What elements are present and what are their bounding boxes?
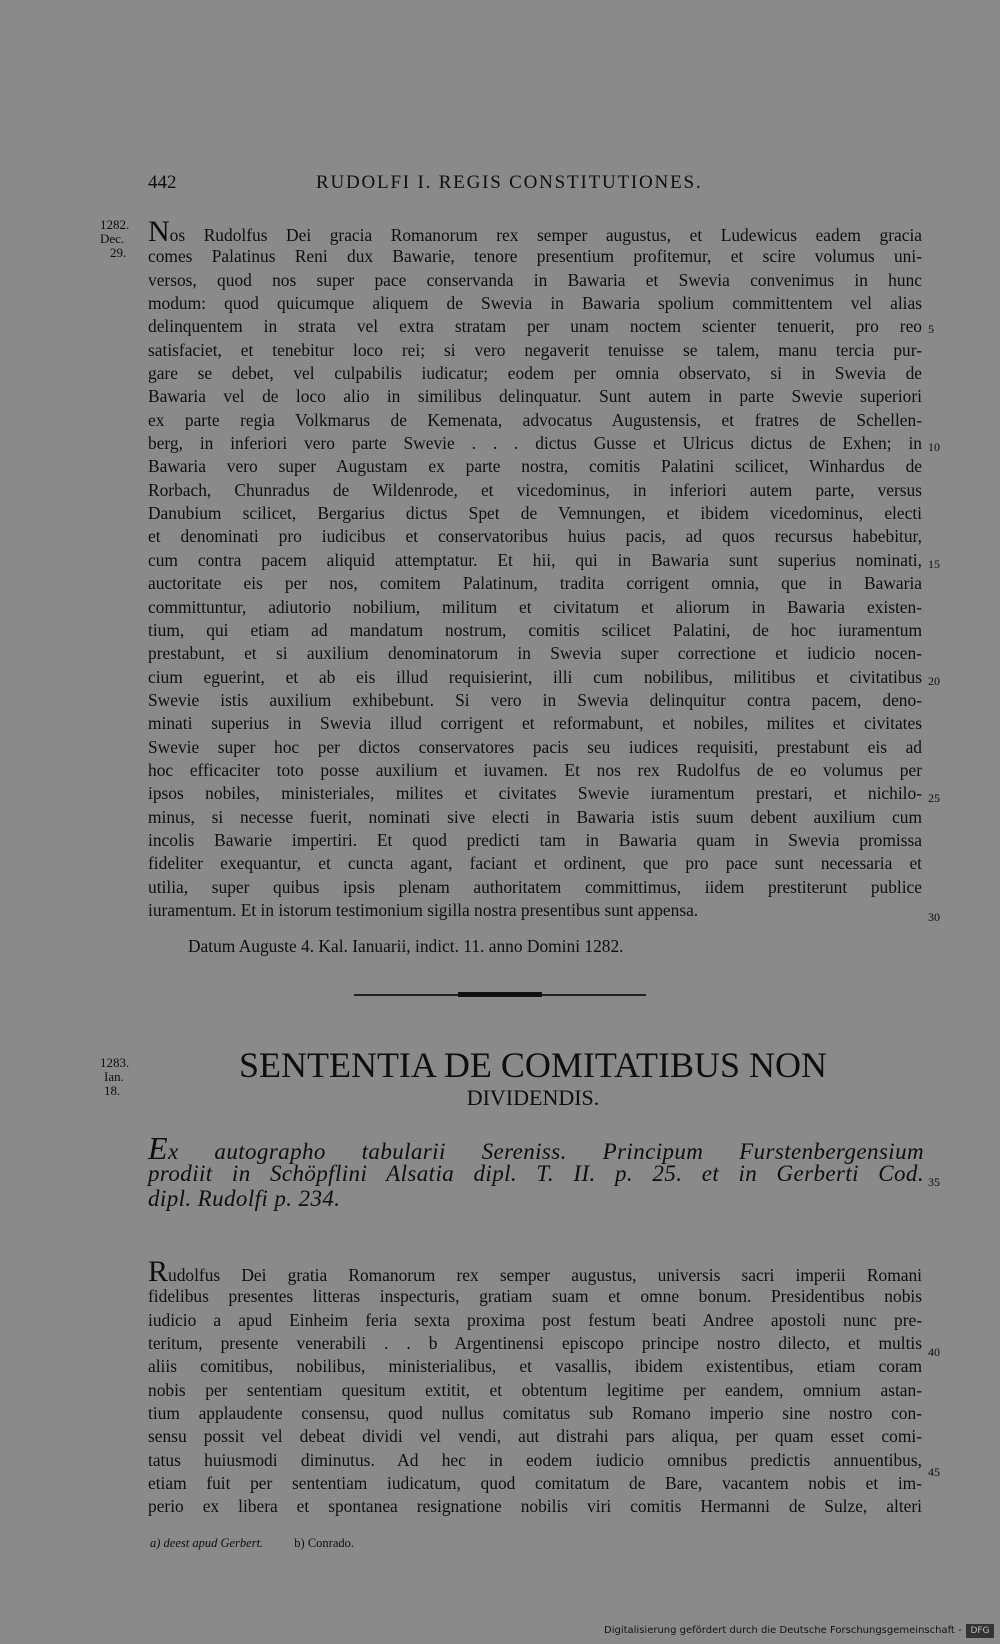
source-line: dipl. Rudolfi p. 234. bbox=[148, 1186, 341, 1211]
margin-date-month: Ian. bbox=[104, 1069, 124, 1084]
text-line-rest: os Rudolfus Dei gracia Romanorum rex semper augustus, et Ludewicus eadem gracia bbox=[169, 225, 922, 245]
document-title: SENTENTIA DE COMITATIBUS NON bbox=[238, 1045, 828, 1085]
margin-date-year: 1282. bbox=[100, 217, 130, 232]
text-line: Danubium scilicet, Bergarius dictus Spet de Vemnungen, et ibidem vicedominus, electi bbox=[148, 503, 922, 524]
drop-cap: N bbox=[148, 215, 170, 248]
text-line: Swevie super hoc per dictos conservatores pacis seu iudices requisiti, prestabunt eis ad bbox=[148, 736, 922, 757]
text-line: utilia, super quibus ipsis plenam authoritatem committimus, iidem prestiterunt publice bbox=[148, 876, 922, 897]
document-1-text bbox=[148, 215, 922, 922]
text-line: sensu possit vel debeat dividi vel vendi, aut distrahi pars aliqua, per quam esset comi- bbox=[148, 1426, 922, 1447]
text-line: auctoritate eis per nos, comitem Palatinum, tradita corrigent omnia, que in Bawaria bbox=[148, 573, 922, 594]
text-line: Bawaria vel de loco alio in similibus delinquatur. Sunt autem in parte Swevie superiori bbox=[148, 386, 922, 407]
text-line-rest: udolfus Dei gratia Romanorum rex semper augustus, universis sacri imperii Romani bbox=[168, 1265, 922, 1285]
text-line: aliis comitibus, nobilibus, ministerialibus, et vasallis, ibidem existentibus, etiam coram bbox=[148, 1356, 922, 1377]
text-line: ipsos nobiles, ministeriales, milites et civitates Swevie iuramentum prestari, et nichilo- bbox=[148, 783, 922, 804]
text-line: delinquentem in strata vel extra stratam per unam noctem scienter tenuerit, pro reo bbox=[148, 316, 922, 337]
margin-date-1 bbox=[100, 218, 129, 260]
page-number: 442 bbox=[148, 172, 177, 193]
text-line: Swevie istis auxilium exhibebunt. Si vero in Swevia delinquitur contra pacem, deno- bbox=[148, 689, 922, 710]
text-line: perio ex libera et spontanea resignatione nobilis viri comitis Hermanni de Sulze, alteri bbox=[148, 1496, 922, 1517]
text-line: Bawaria vero super Augustam ex parte nostra, comitis Palatini scilicet, Winhardus de bbox=[148, 456, 922, 477]
source-line bbox=[148, 1130, 924, 1166]
line-number: 5 bbox=[928, 322, 934, 336]
footnote-b: b) Conrado. bbox=[294, 1536, 355, 1550]
text-line: fideliter exequantur, et cuncta agant, faciant et ordinent, que pro pace sunt necessaria et bbox=[148, 853, 922, 874]
text-line bbox=[148, 215, 922, 248]
text-line: minus, si necesse fuerit, nominati sive electi in Bawaria istis suum debent auxilium cum bbox=[148, 806, 922, 827]
text-line: versos, quod nos super pace conservanda in Bawaria et Swevia convenimus in hunc bbox=[148, 269, 922, 290]
text-line bbox=[148, 1255, 922, 1288]
footnotes bbox=[150, 1536, 354, 1551]
text-line: modum: quod quicumque aliquem de Swevia in Bawaria spolium committentem vel alias bbox=[148, 293, 922, 314]
text-line: teritum, presente venerabili . . b Argentinensi episcopo principe nostro dilecto, et multis bbox=[148, 1333, 922, 1354]
text-line: iuramentum. Et in istorum testimonium sigilla nostra presentibus sunt appensa. bbox=[148, 899, 699, 920]
document-subtitle: DIVIDENDIS. bbox=[466, 1085, 600, 1110]
digitization-credit: Digitalisierung gefördert durch die Deutsche Forschungsgemeinschaft - bbox=[604, 1625, 962, 1636]
line-number: 20 bbox=[928, 674, 940, 688]
running-header bbox=[148, 172, 740, 196]
line-number: 15 bbox=[928, 557, 940, 571]
line-number: 40 bbox=[928, 1345, 940, 1359]
text-line: committuntur, adiutorio nobilium, militum et civitatum et aliorum in Bawaria existen- bbox=[148, 596, 922, 617]
text-line: cum contra pacem aliquid attemptatur. Et hii, qui in Bawaria sunt superius nominati, bbox=[148, 549, 922, 570]
text-line: tium, qui etiam ad mandatum nostrum, comitis scilicet Palatini, de hoc iuramentum bbox=[148, 619, 922, 640]
text-line: tatus huiusmodi diminutus. Ad hec in eodem iudicio omnibus predictis annuentibus, bbox=[148, 1449, 922, 1470]
text-line: prestabunt, et si auxilium denominatorum in Swevia super correctione et iudicio nocen- bbox=[148, 643, 922, 664]
line-number: 30 bbox=[928, 910, 940, 924]
text-line: iudicio a apud Einheim feria sexta proxima post festum beati Andree apostoli nunc pre- bbox=[148, 1309, 922, 1330]
source-line: prodiit in Schöpflini Alsatia dipl. T. II. p. 25. et in Gerberti Cod. bbox=[148, 1161, 924, 1186]
margin-date-2 bbox=[100, 1056, 129, 1098]
running-title: RUDOLFI I. REGIS CONSTITUTIONES. bbox=[316, 172, 703, 193]
text-line: et denominati pro iudicibus et conservatoribus huius pacis, ad quos recursus habebitur, bbox=[148, 526, 922, 547]
drop-cap: R bbox=[148, 1255, 169, 1288]
text-line: hoc efficaciter toto posse auxilium et iuvamen. Et nos rex Rudolfus de eo volumus per bbox=[148, 759, 922, 780]
source-cap: E bbox=[148, 1130, 168, 1166]
text-line: gare se debet, vel culpabilis iudicatur; eodem per omnia observato, si in Swevia de bbox=[148, 363, 922, 384]
text-line: nobis per sententiam quesitum extitit, et obtentum legitime per eandem, omnium astan- bbox=[148, 1379, 922, 1400]
margin-date-month: Dec. bbox=[100, 231, 125, 246]
text-line: incolis Bawarie impertiri. Et quod predicti tam in Bawaria quam in Swevia promissa bbox=[148, 829, 922, 850]
text-line: minati superius in Swevia illud corrigent et reformabunt, et nobiles, milites et civitates bbox=[148, 713, 922, 734]
document-2-text bbox=[148, 1255, 922, 1519]
text-line: etiam fuit per sententiam iudicatum, quod comitatum de Bare, vacantem nobis et im- bbox=[148, 1473, 922, 1494]
line-number: 25 bbox=[928, 791, 940, 805]
text-line: ex parte regia Volkmarus de Kemenata, advocatus Augustensis, et fratres de Schellen- bbox=[148, 409, 922, 430]
line-number: 35 bbox=[928, 1175, 940, 1189]
text-line: cium eguerint, et ab eis illud requisierint, illi cum nobilibus, militibus et civitatibus bbox=[148, 666, 922, 687]
text-line: comes Palatinus Reni dux Bawarie, tenore presentium profitemur, et scire volumus uni- bbox=[148, 246, 922, 267]
dfg-logo: DFG bbox=[966, 1624, 994, 1638]
source-note bbox=[148, 1130, 924, 1211]
line-number: 45 bbox=[928, 1465, 940, 1479]
text-line: tium applaudente consensu, quod nullus comitatus sub Romano imperio sine nostro con- bbox=[148, 1403, 922, 1424]
text-line: satisfaciet, et tenebitur loco rei; si vero negaverit tenuisse se talem, manu tercia pur- bbox=[148, 339, 922, 360]
margin-date-day: 29. bbox=[110, 245, 127, 260]
source-line-rest: x autographo tabularii Sereniss. Principum Furstenbergensium bbox=[167, 1139, 924, 1164]
text-line: berg, in inferiori vero parte Swevie . . . dictus Gusse et Ulricus dictus de Exhen; in bbox=[148, 433, 922, 454]
dating-clause: Datum Auguste 4. Kal. Ianuarii, indict. 11. anno Domini 1282. bbox=[188, 936, 624, 956]
text-line: fidelibus presentes litteras inspecturis, gratiam suam et omne bonum. Presidentibus nobis bbox=[148, 1286, 922, 1307]
footnote-a: a) deest apud Gerbert. bbox=[150, 1536, 264, 1550]
section-divider-center bbox=[458, 992, 542, 997]
margin-date-day: 18. bbox=[104, 1083, 121, 1098]
margin-date-year: 1283. bbox=[100, 1055, 130, 1070]
line-number: 10 bbox=[928, 440, 940, 454]
text-line: Rorbach, Chunradus de Wildenrode, et vicedominus, in inferiori autem parte, versus bbox=[148, 479, 922, 500]
